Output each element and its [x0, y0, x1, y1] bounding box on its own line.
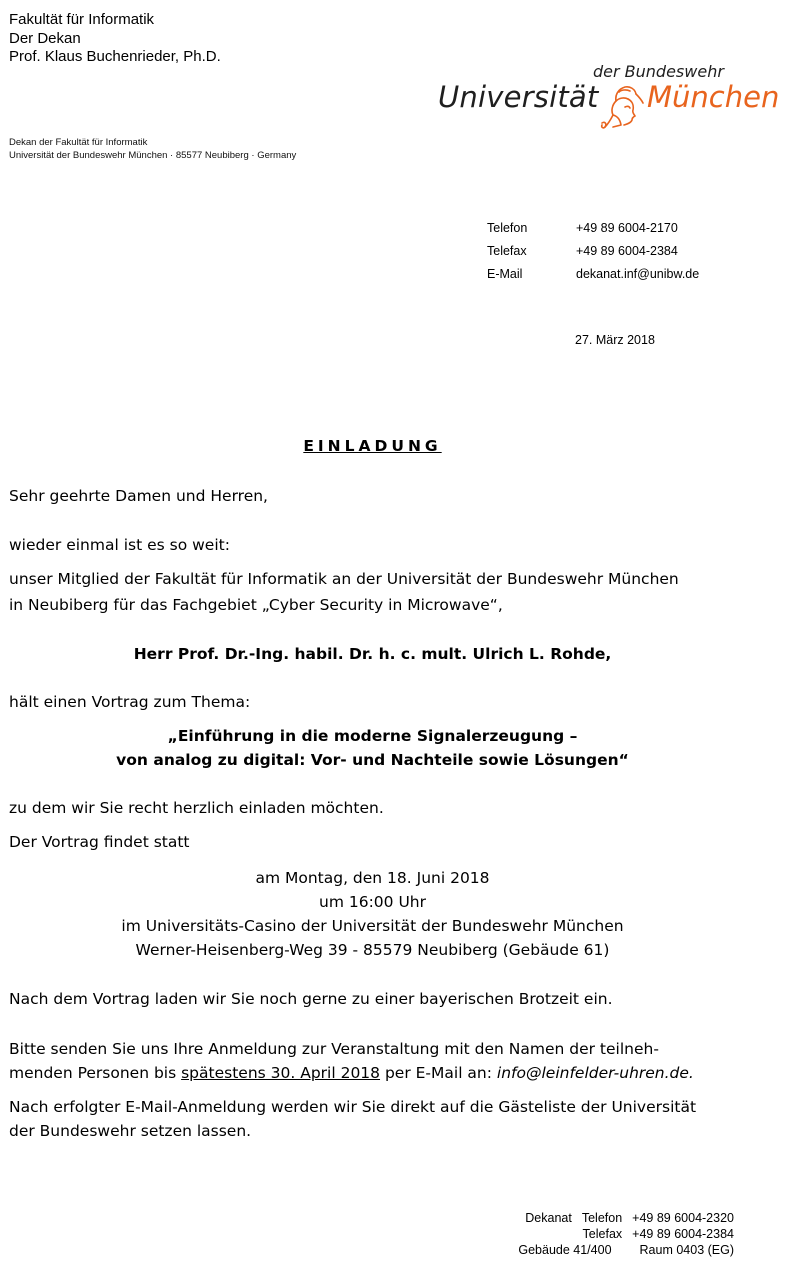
event-address: Werner-Heisenberg-Weg 39 - 85579 Neubiberg (Gebäude 61) [135, 941, 610, 959]
after-talk-text: Nach dem Vortrag laden wir Sie noch gerne zu einer bayerischen Brotzeit ein. [9, 990, 613, 1008]
registration-deadline: spätestens 30. April 2018 [181, 1064, 381, 1082]
registration-line-1: Bitte senden Sie uns Ihre Anmeldung zur Veranstaltung mit den Namen der teilneh- [9, 1040, 659, 1058]
sender-block [9, 11, 221, 67]
logo-city: München [647, 80, 780, 114]
speaker-name: Herr Prof. Dr.-Ing. habil. Dr. h. c. mult. Ulrich L. Rohde, [133, 645, 612, 663]
return-address-line1: Dekan der Fakultät für Informatik [9, 137, 148, 148]
footer-room: Raum 0403 (EG) [639, 1243, 734, 1257]
contact-fax-row [487, 240, 699, 263]
footer-building: Gebäude 41/400 [518, 1243, 612, 1257]
contact-phone: +49 89 6004-2170 [576, 221, 678, 235]
salutation: Sehr geehrte Damen und Herren, [9, 487, 268, 505]
contact-email: dekanat.inf@unibw.de [576, 267, 700, 281]
guestlist-line-2: der Bundeswehr setzen lassen. [9, 1122, 252, 1140]
member-line-2: in Neubiberg für das Fachgebiet „Cyber Security in Microwave“, [9, 596, 503, 614]
logo-subtitle: der Bundeswehr [593, 62, 724, 81]
talk-intro: hält einen Vortrag zum Thema: [9, 693, 251, 711]
footer-dept: Dekanat [525, 1211, 572, 1225]
footer-fax: +49 89 6004-2384 [632, 1227, 734, 1241]
event-date: am Montag, den 18. Juni 2018 [255, 869, 490, 887]
talk-title-line-1: „Einführung in die moderne Signalerzeugung – [167, 727, 578, 745]
event-time: um 16:00 Uhr [319, 893, 426, 911]
contact-phone-row [487, 217, 699, 240]
contact-fax-label: Telefax [487, 244, 527, 258]
talk-title-line-2: von analog zu digital: Vor- und Nachteile sowie Lösungen“ [116, 751, 629, 769]
return-address [9, 136, 296, 162]
sender-faculty: Fakultät für Informatik [9, 11, 155, 28]
registration-text-b: per E-Mail an: [380, 1064, 497, 1082]
contact-email-label: E-Mail [487, 267, 523, 281]
registration-line-2 [9, 1064, 694, 1082]
contact-block [487, 217, 699, 286]
footer-fax-label: Telefax [582, 1227, 623, 1241]
footer-building-row [518, 1242, 734, 1258]
athena-head-icon [599, 83, 645, 131]
footer-fax-row [518, 1226, 734, 1242]
intro-text: wieder einmal ist es so weit: [9, 536, 230, 554]
registration-text-a: menden Personen bis [9, 1064, 182, 1082]
contact-email-row [487, 263, 699, 286]
logo-university: Universität [438, 80, 599, 114]
invite-text: zu dem wir Sie recht herzlich einladen möchten. [9, 799, 384, 817]
contact-fax: +49 89 6004-2384 [576, 244, 678, 258]
contact-phone-label: Telefon [487, 221, 528, 235]
letter-date: 27. März 2018 [575, 333, 655, 347]
return-address-line2: Universität der Bundeswehr München · 85577 Neubiberg · Germany [9, 150, 297, 161]
venue-intro: Der Vortrag findet statt [9, 833, 190, 851]
footer-phone-label: Telefon [581, 1211, 623, 1225]
footer-phone-row [518, 1210, 734, 1226]
registration-email-link[interactable]: info@leinfelder-uhren.de. [496, 1064, 694, 1082]
footer-contact [518, 1210, 734, 1258]
member-line-1: unser Mitglied der Fakultät für Informatik an der Universität der Bundeswehr München [9, 570, 679, 588]
sender-name: Prof. Klaus Buchenrieder, Ph.D. [9, 48, 221, 65]
guestlist-line-1: Nach erfolgter E-Mail-Anmeldung werden wir Sie direkt auf die Gästeliste der Universität [9, 1098, 697, 1116]
footer-phone: +49 89 6004-2320 [632, 1211, 734, 1225]
sender-role: Der Dekan [9, 29, 81, 47]
letter-title: EINLADUNG [303, 437, 442, 455]
event-place: im Universitäts-Casino der Universität der Bundeswehr München [121, 917, 624, 935]
